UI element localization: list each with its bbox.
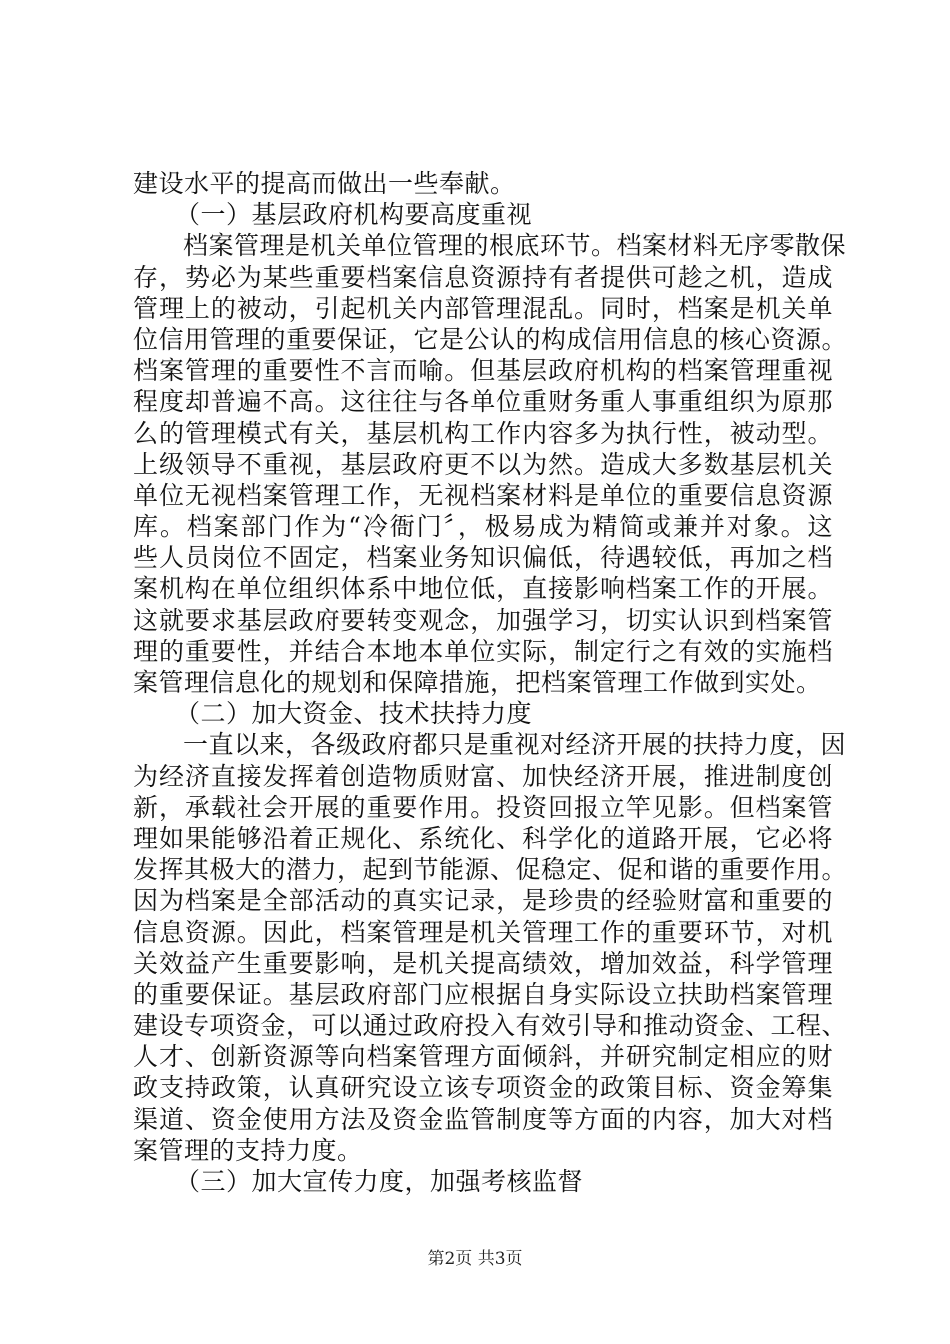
paragraph-line: 新，承载社会开展的重要作用。投资回报立竿见影。但档案管: [133, 792, 833, 822]
paragraph-line: 理的重要性，并结合本地本单位实际，制定行之有效的实施档: [133, 636, 833, 666]
paragraph-line: 的重要保证。基层政府部门应根据自身实际设立扶助档案管理: [133, 979, 833, 1009]
paragraph-line: 程度却普遍不高。这往往与各单位重财务重人事重组织为原那: [133, 387, 833, 417]
paragraph-line: 单位无视档案管理工作，无视档案材料是单位的重要信息资源: [133, 480, 833, 510]
paragraph-line: 些人员岗位不固定，档案业务知识偏低，待遇较低，再加之档: [133, 543, 833, 573]
paragraph-line: 管理上的被动，引起机关内部管理混乱。同时，档案是机关单: [133, 293, 833, 323]
paragraph-line: 存，势必为某些重要档案信息资源持有者提供可趁之机，造成: [133, 262, 833, 292]
section-heading-3: （三）加大宣传力度，加强考核监督: [175, 1167, 584, 1196]
paragraph-line: 这就要求基层政府要转变观念，加强学习，切实认识到档案管: [133, 605, 833, 635]
paragraph-line: 么的管理模式有关，基层机构工作内容多为执行性，被动型。: [133, 418, 833, 448]
paragraph-line: 理如果能够沿着正规化、系统化、科学化的道路开展，它必将: [133, 823, 833, 853]
page-number-footer: 第2页 共3页: [427, 1249, 523, 1269]
paragraph-line: 档案管理是机关单位管理的根底环节。档案材料无序零散保: [183, 231, 847, 261]
paragraph-line: 人才、创新资源等向档案管理方面倾斜，并研究制定相应的财: [133, 1042, 833, 1072]
paragraph-line: 发挥其极大的潜力，起到节能源、促稳定、促和谐的重要作用。: [133, 855, 848, 885]
paragraph-line: 为经济直接发挥着创造物质财富、加快经济开展，推进制度创: [133, 761, 833, 791]
paragraph-line: 案管理的支持力度。: [133, 1135, 363, 1165]
paragraph-line: 因为档案是全部活动的真实记录，是珍贵的经验财富和重要的: [133, 886, 833, 916]
section-heading-1: （一）基层政府机构要高度重视: [175, 200, 533, 230]
paragraph-line: 政支持政策，认真研究设立该专项资金的政策目标、资金筹集: [133, 1073, 833, 1103]
paragraph-line: 建设水平的提高而做出一些奉献。: [133, 169, 516, 198]
section-heading-2: （二）加大资金、技术扶持力度: [175, 699, 533, 729]
document-body: [133, 168, 848, 1197]
paragraph-line: 档案管理的重要性不言而喻。但基层政府机构的档案管理重视: [133, 356, 833, 386]
paragraph-line: 一直以来，各级政府都只是重视对经济开展的扶持力度，因: [183, 730, 847, 760]
paragraph-line: 渠道、资金使用方法及资金监管制度等方面的内容，加大对档: [133, 1104, 833, 1134]
paragraph-line: 案机构在单位组织体系中地位低，直接影响档案工作的开展。: [133, 574, 833, 604]
paragraph-line: 上级领导不重视，基层政府更不以为然。造成大多数基层机关: [133, 449, 833, 479]
paragraph-line: 位信用管理的重要保证，它是公认的构成信用信息的核心资源。: [133, 324, 848, 354]
paragraph-line: 关效益产生重要影响，是机关提高绩效，增加效益，科学管理: [133, 948, 833, 978]
paragraph-line: 库。档案部门作为“冷衙门〞，极易成为精简或兼并对象。这: [133, 512, 833, 542]
paragraph-line: 建设专项资金，可以通过政府投入有效引导和推动资金、工程、: [133, 1011, 848, 1041]
paragraph-line: 信息资源。因此，档案管理是机关管理工作的重要环节，对机: [133, 917, 833, 947]
paragraph-line: 案管理信息化的规划和保障措施，把档案管理工作做到实处。: [133, 668, 822, 697]
